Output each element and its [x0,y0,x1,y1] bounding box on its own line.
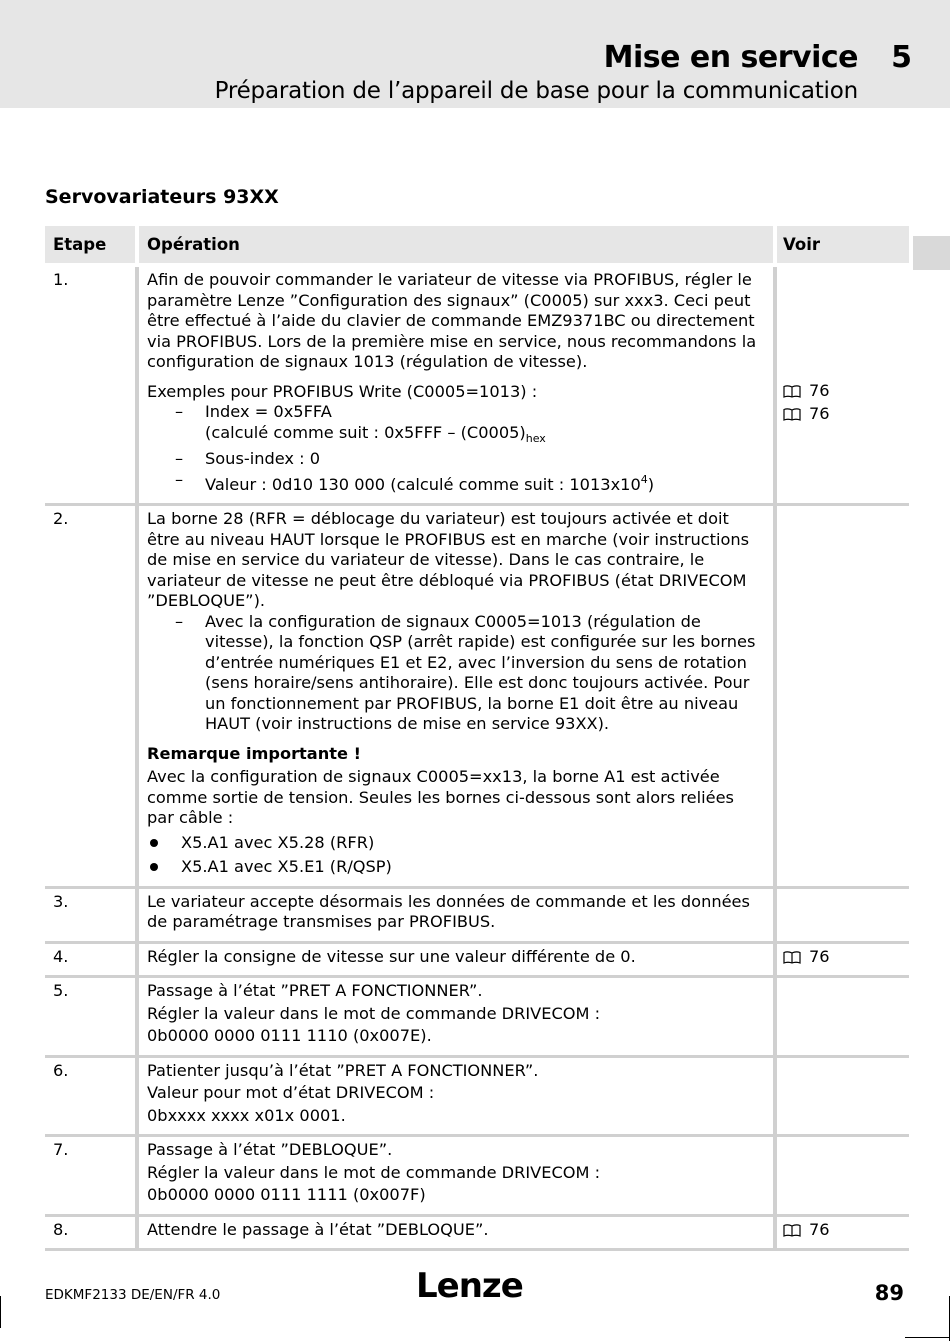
line: Passage à l’état ”PRET A FONCTIONNER”. [147,981,483,1000]
chapter-title: Mise en service [603,40,858,75]
dash-item [147,449,765,470]
table-row [45,889,909,944]
line: Passage à l’état ”DEBLOQUE”. [147,1140,393,1159]
dash-text: Sous-index : 0 [205,449,321,468]
operation-cell [135,978,777,1055]
reference-page: 76 [809,1219,830,1239]
table-header-row [45,226,909,267]
bullet-dot [147,833,181,854]
table-row [45,1217,909,1252]
operation-cell [135,1058,777,1135]
crop-mark [0,1296,1,1328]
see-cell [777,978,909,1055]
step-number: 5. [53,981,69,1000]
dash-text: (calculé comme suit : 0x5FFF – (C0005) [205,422,526,442]
line: 0bxxxx xxxx x01x 0001. [147,1105,346,1125]
operation-cell [135,267,777,503]
dash-text: Valeur : 0d10 130 000 (calculé comme suit : 1013x10 [205,474,641,494]
reference-page: 76 [809,403,830,423]
procedure-table [45,226,909,1251]
dash-marker: – [175,402,184,421]
page-reference[interactable] [783,404,903,425]
table-row [45,978,909,1058]
dash-text: Avec la configuration de signaux C0005=1013 (régulation de vitesse), la fonction QSP (arrêt rapide) est configurée sur les bornes d’entrée numériques E1 et E2, avec l’inversion du sens de rotation (sens horaire/sens antihoraire). Elle est donc toujours activée. Pour un fonctionnement par PROFIBUS, la borne E1 doit être au niveau HAUT (voir instructions de mise en service 93XX). [205,611,756,733]
paragraph: Le variateur accepte désormais les données de commande et les données de paramétrage transmises par PROFIBUS. [147,891,750,931]
see-cell [777,1058,909,1135]
header-operation: Opération [135,226,777,263]
bullet-item [147,857,765,878]
step-number: 2. [53,509,69,528]
see-cell [777,1217,909,1249]
operation-cell [135,889,777,941]
paragraph: Exemples pour PROFIBUS Write (C0005=1013) : [147,381,538,401]
step-number: 1. [53,270,69,289]
dash-item [147,612,765,735]
book-icon [783,407,803,421]
header-see: Voir [783,235,820,254]
line: Patienter jusqu’à l’état ”PRET A FONCTIONNER”. [147,1060,539,1080]
see-cell [777,944,909,976]
lenze-logo: Lenze [416,1266,523,1306]
page-number: 89 [874,1281,904,1305]
line: Régler la valeur dans le mot de commande DRIVECOM : [147,1162,601,1182]
paragraph: Attendre le passage à l’état ”DEBLOQUE”. [147,1219,489,1239]
dash-text: Index = 0x5FFA [205,402,332,421]
see-cell [777,1137,909,1214]
book-icon [783,1223,803,1237]
table-row [45,1137,909,1217]
document-id: EDKMF2133 DE/EN/FR 4.0 [45,1287,221,1303]
bullet-dot [147,857,181,878]
step-number: 6. [53,1060,69,1080]
subscript: hex [525,431,546,445]
dash-marker: – [175,469,184,489]
page-reference[interactable] [783,947,903,968]
bullet-item [147,833,765,854]
step-number: 7. [53,1140,69,1159]
chapter-subtitle: Préparation de l’appareil de base pour la communication [214,78,858,104]
operation-cell [135,944,777,976]
operation-cell [135,1137,777,1214]
line: Valeur pour mot d’état DRIVECOM : [147,1083,435,1102]
reference-page: 76 [809,381,830,400]
see-cell [777,267,909,503]
step-number: 8. [53,1219,69,1239]
book-icon [783,950,803,964]
bullet-text: X5.A1 avec X5.28 (RFR) [181,832,375,852]
section-title: Servovariateurs 93XX [45,186,279,208]
dash-marker: – [175,449,184,468]
chapter-number: 5 [891,40,912,75]
header-step: Etape [53,235,107,254]
book-icon [783,384,803,398]
operation-cell [135,506,777,886]
dash-text-end: ) [647,474,655,494]
reference-page: 76 [809,946,830,966]
step-number: 4. [53,946,69,966]
page-reference[interactable] [783,1220,903,1241]
line: 0b0000 0000 0111 1111 (0x007F) [147,1185,426,1204]
bullet-text: X5.A1 avec X5.E1 (R/QSP) [181,857,392,876]
see-cell [777,506,909,886]
superscript: 4 [640,472,648,486]
table-row [45,267,909,506]
dash-item [147,402,765,449]
table-row [45,1058,909,1138]
paragraph: Régler la consigne de vitesse sur une valeur différente de 0. [147,946,636,966]
page-header [0,0,950,108]
note-text: Avec la configuration de signaux C0005=xx13, la borne A1 est activée comme sortie de tension. Seules les bornes ci-dessous sont alors reliées par câble : [147,767,734,827]
see-cell [777,889,909,941]
operation-cell [135,1217,777,1249]
side-tab-marker [913,236,950,270]
paragraph: Afin de pouvoir commander le variateur de vitesse via PROFIBUS, régler le paramètre Lenze ”Configuration des signaux” (C0005) sur xxx3. Ceci peut être effectué à l’aide du clavier de commande EMZ9371BC ou directement via PROFIBUS. Lors de la première mise en service, nous recommandons la configuration de signaux 1013 (régulation de vitesse). [147,270,757,371]
step-number: 3. [53,891,69,911]
table-row [45,944,909,979]
page-reference[interactable] [783,381,903,402]
note-title: Remarque importante ! [147,743,361,763]
paragraph: La borne 28 (RFR = déblocage du variateur) est toujours activée et doit être au niveau HAUT lorsque le PROFIBUS est en marche (voir instructions de mise en service du variateur de vitesse). Dans le cas contraire, le variateur de vitesse ne peut être débloqué via PROFIBUS (état DRIVECOM ”DEBLOQUE”). [147,509,750,610]
dash-item [147,470,765,496]
crop-mark [905,1337,950,1338]
dash-marker: – [175,611,184,631]
line: 0b0000 0000 0111 1110 (0x007E). [147,1026,432,1045]
line: Régler la valeur dans le mot de commande DRIVECOM : [147,1003,601,1023]
table-row [45,506,909,889]
